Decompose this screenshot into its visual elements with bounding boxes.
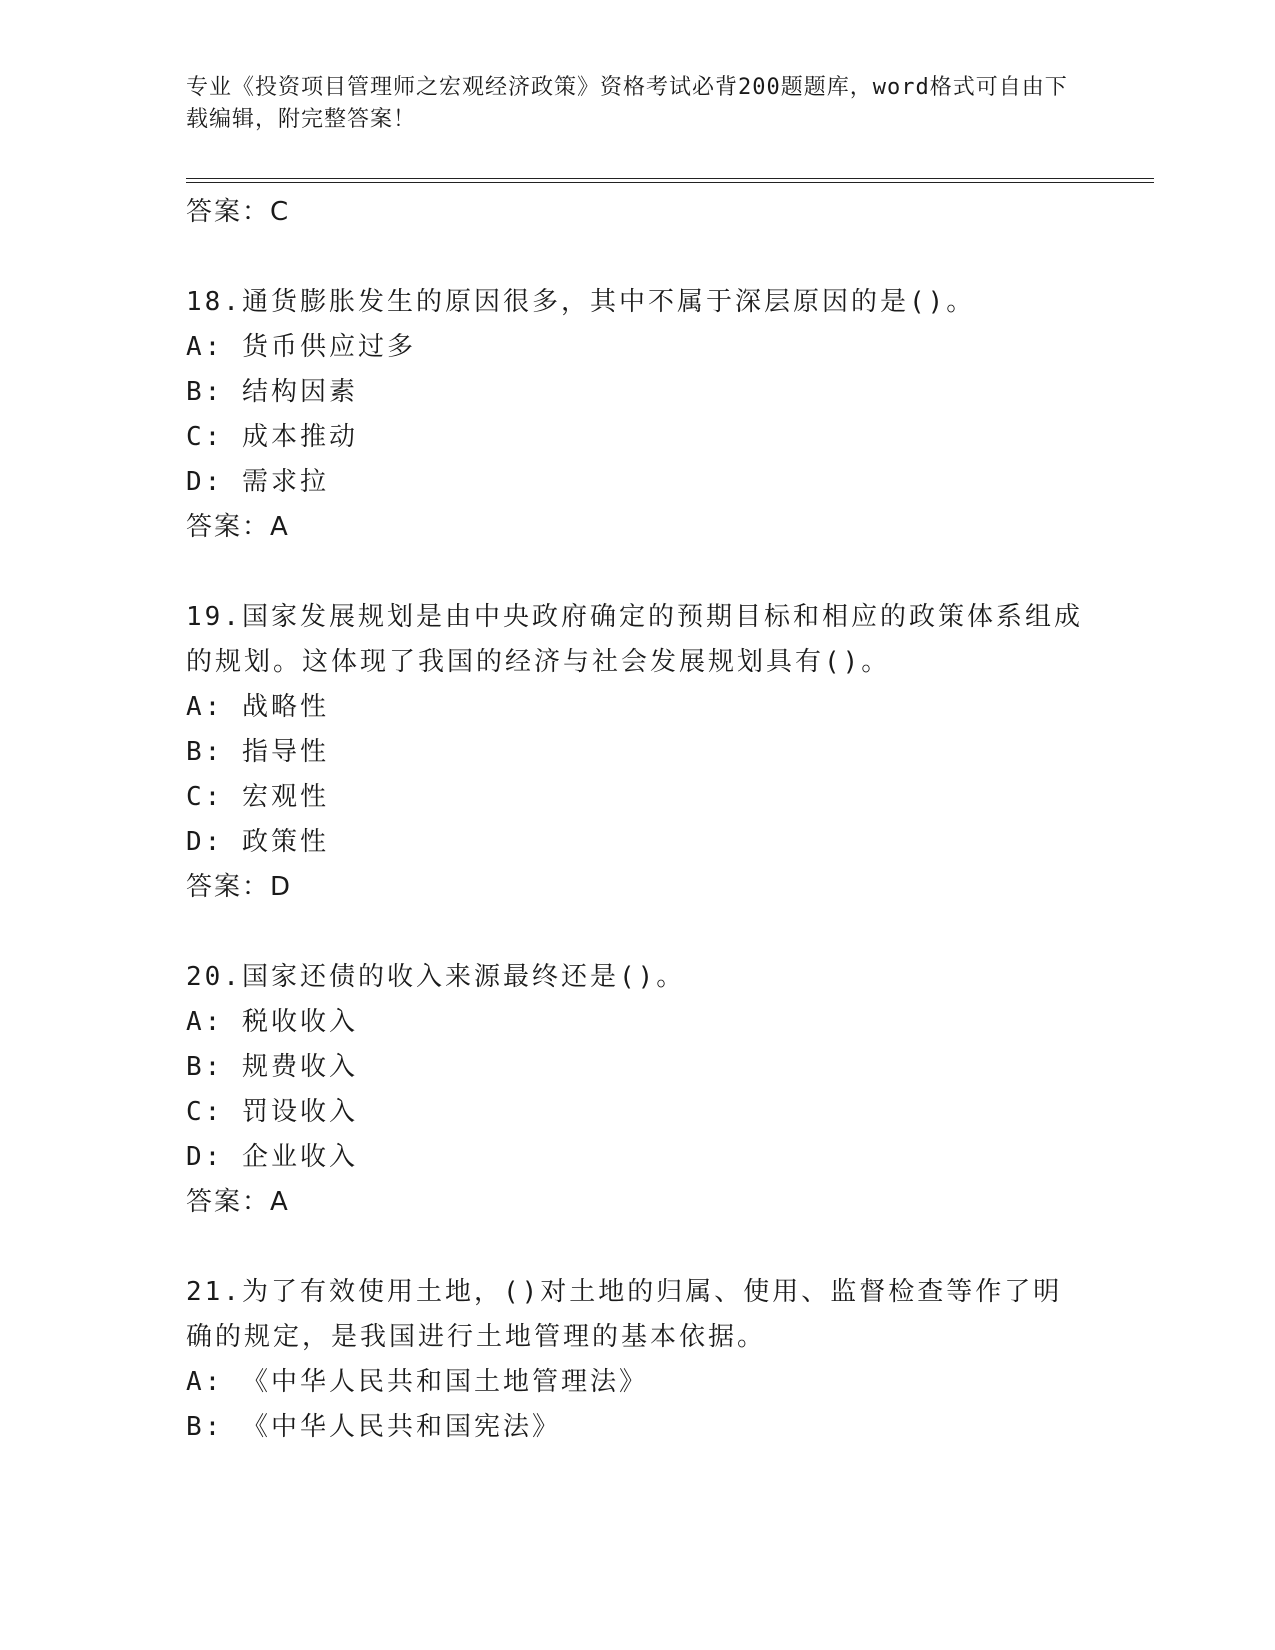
answer-line: 答案：A: [186, 1187, 290, 1217]
question-block: [186, 280, 1086, 549]
option-a: A: 货币供应过多: [186, 332, 416, 362]
option-a: A: 战略性: [186, 692, 329, 722]
question-list: [186, 190, 1086, 1450]
option-d: D: 政策性: [186, 827, 329, 857]
question-stem: 18.通货膨胀发生的原因很多，其中不属于深层原因的是()。: [186, 287, 976, 317]
option-b: B: 指导性: [186, 737, 329, 767]
option-d: D: 需求拉: [186, 467, 329, 497]
question-block: [186, 955, 1086, 1224]
option-c: C: 宏观性: [186, 782, 329, 812]
answer-line: 答案：A: [186, 512, 290, 542]
spacer: [186, 1224, 1086, 1270]
option-b: B: 《中华人民共和国宪法》: [186, 1412, 561, 1442]
spacer: [186, 234, 1086, 280]
question-block: [186, 595, 1086, 909]
question-stem: 19.国家发展规划是由中央政府确定的预期目标和相应的政策体系组成的规划。这体现了我国的经济与社会发展规划具有()。: [186, 602, 1083, 677]
answer-line: 答案：D: [186, 872, 293, 902]
option-a: A: 《中华人民共和国土地管理法》: [186, 1367, 648, 1397]
option-b: B: 规费收入: [186, 1052, 358, 1082]
header-divider: [186, 178, 1154, 183]
question-stem: 21.为了有效使用土地，()对土地的归属、使用、监督检查等作了明确的规定，是我国进行土地管理的基本依据。: [186, 1277, 1063, 1352]
spacer: [186, 549, 1086, 595]
option-c: C: 成本推动: [186, 422, 358, 452]
question-block: [186, 1270, 1086, 1450]
answer-line: 答案：C: [186, 197, 291, 227]
option-c: C: 罚设收入: [186, 1097, 358, 1127]
question-stem: 20.国家还债的收入来源最终还是()。: [186, 962, 686, 992]
spacer: [186, 909, 1086, 955]
option-a: A: 税收收入: [186, 1007, 358, 1037]
option-d: D: 企业收入: [186, 1142, 358, 1172]
page-header-text: 专业《投资项目管理师之宏观经济政策》资格考试必背200题题库，word格式可自由下载编辑，附完整答案！: [186, 75, 1068, 132]
option-b: B: 结构因素: [186, 377, 358, 407]
